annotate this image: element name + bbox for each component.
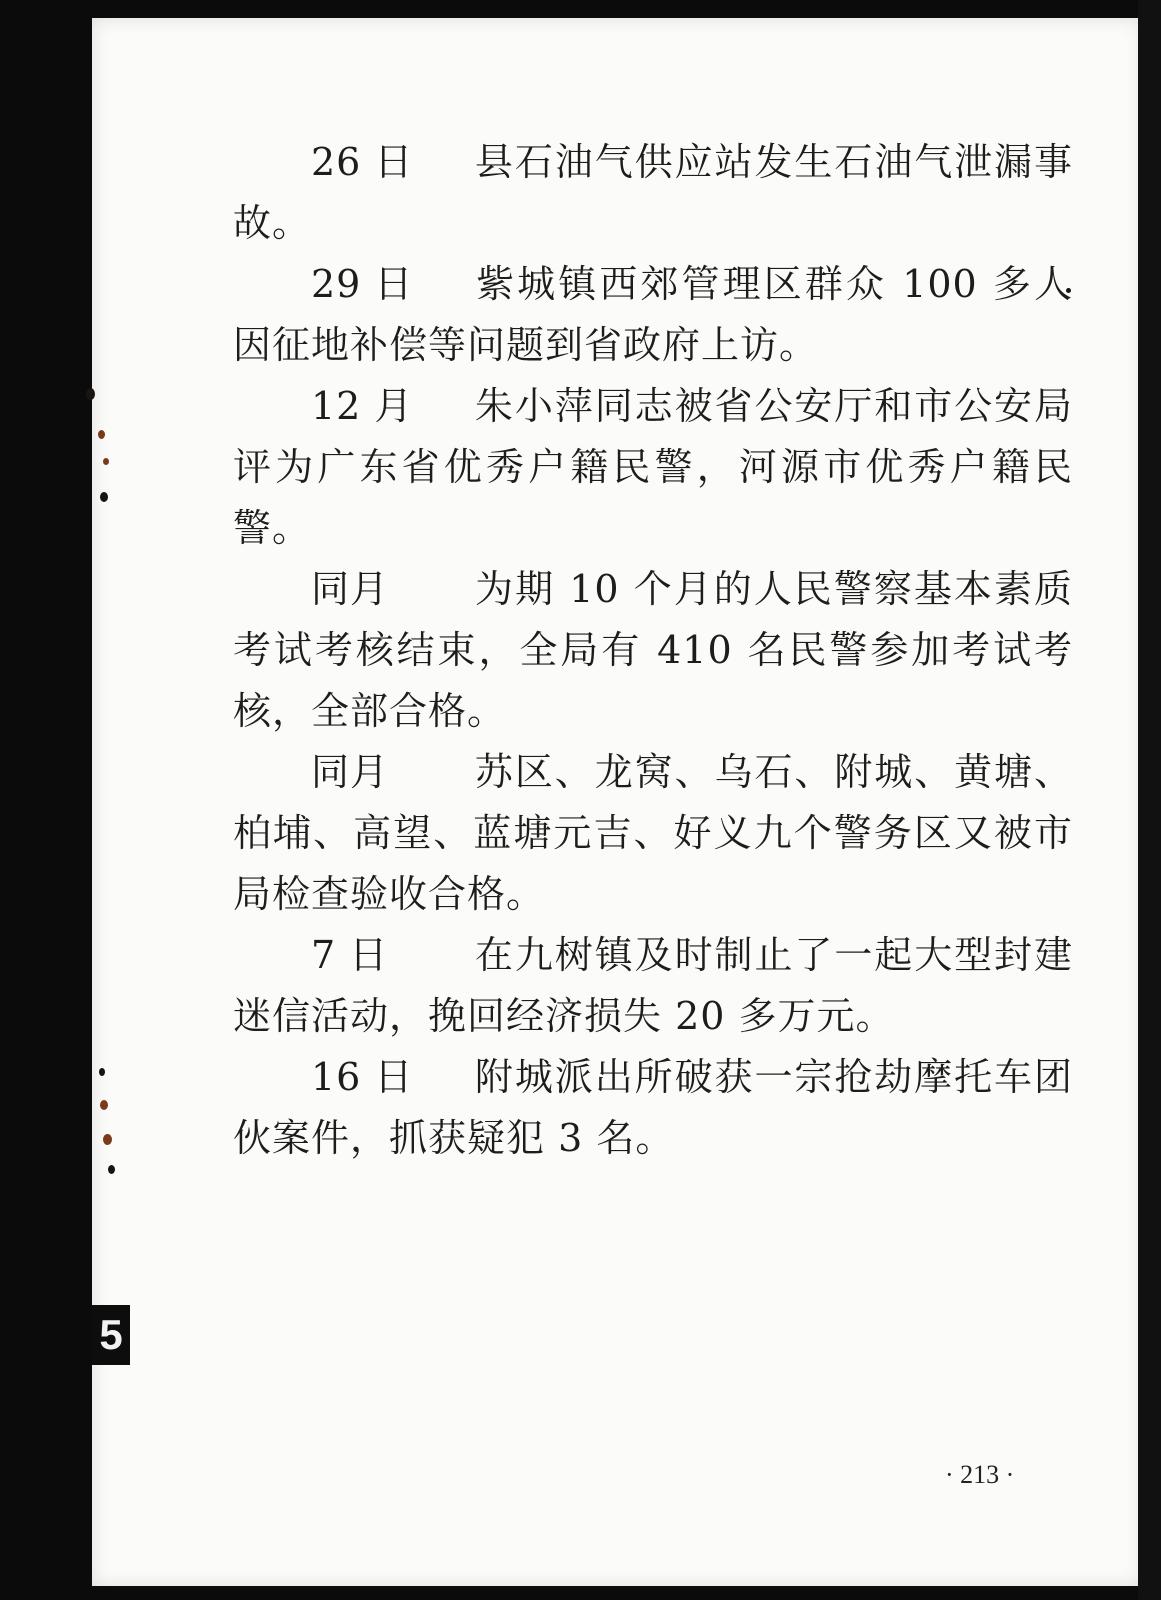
chronicle-entry	[233, 376, 1073, 559]
chronicle-entry	[233, 742, 1073, 925]
binding-spot	[99, 1068, 105, 1076]
entry-date: 同月	[311, 567, 390, 611]
chronicle-entry	[233, 559, 1073, 742]
entry-date: 7 日	[311, 933, 389, 977]
entry-date: 29 日	[311, 262, 414, 306]
entry-text: 县石油气供应站发生石油气泄漏事故。	[233, 140, 1073, 245]
entry-text: 朱小萍同志被省公安厅和市公安局评为广东省优秀户籍民警，河源市优秀户籍民警。	[233, 384, 1073, 550]
page-number: · 213 ·	[945, 1460, 1015, 1489]
chronicle-entry	[233, 925, 1073, 1047]
binding-spot	[100, 492, 108, 502]
entry-text: 为期 10 个月的人民警察基本素质考试考核结束，全局有 410 名民警参加考试考核，全部合格。	[233, 567, 1073, 733]
chronicle-body	[233, 132, 1073, 1169]
entry-date: 同月	[311, 750, 390, 794]
chronicle-entry	[233, 1047, 1073, 1169]
entry-date: 12 月	[311, 384, 414, 428]
entry-date: 16 日	[311, 1055, 414, 1099]
binding-spot	[103, 1134, 112, 1145]
binding-spot	[108, 1165, 115, 1174]
chapter-tab: 5	[92, 1305, 130, 1365]
entry-text: 苏区、龙窝、乌石、附城、黄塘、柏埔、高望、蓝塘元吉、好义九个警务区又被市局检查验收合格。	[233, 750, 1073, 916]
entry-date: 26 日	[311, 140, 414, 184]
entry-text: 附城派出所破获一宗抢劫摩托车团伙案件，抓获疑犯 3 名。	[233, 1055, 1073, 1160]
entry-text: 在九树镇及时制止了一起大型封建迷信活动，挽回经济损失 20 多万元。	[233, 933, 1073, 1038]
binding-spot	[98, 430, 105, 439]
entry-text: 紫城镇西郊管理区群众 100 多人因征地补偿等问题到省政府上访。	[233, 262, 1073, 367]
binding-spot	[103, 458, 109, 465]
scan-border-right	[1138, 0, 1161, 1600]
chronicle-entry	[233, 132, 1073, 254]
chronicle-entry	[233, 254, 1073, 376]
binding-spot	[100, 1100, 108, 1110]
binding-spot	[86, 388, 95, 400]
